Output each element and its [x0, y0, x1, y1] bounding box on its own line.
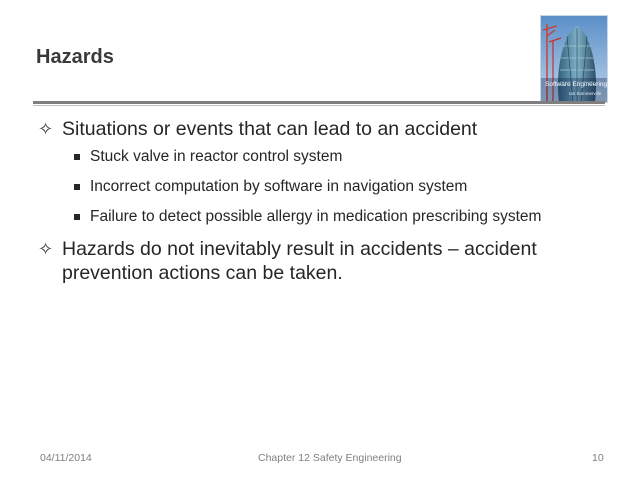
cover-title: Software Engineering: [545, 81, 608, 88]
book-cover-image: [540, 15, 608, 103]
slide-body: [38, 117, 608, 291]
bullet-item: [38, 237, 607, 285]
sub-bullet-item: [38, 177, 608, 197]
title-divider: [33, 101, 605, 104]
sub-bullet-text: Stuck valve in reactor control system: [90, 148, 343, 165]
sub-bullet-item: [38, 147, 608, 167]
cover-author: Ian Sommerville: [569, 91, 602, 96]
bullet-text: Hazards do not inevitably result in accidents – accident prevention actions can be taken.: [62, 238, 537, 284]
bullet-text: Situations or events that can lead to an accident: [62, 118, 478, 140]
book-cover-illustration: [541, 16, 607, 102]
title-divider-thin: [33, 105, 605, 106]
sub-bullet-item: [38, 207, 550, 227]
footer-page-number: 10: [592, 452, 604, 464]
sub-bullet-text: Incorrect computation by software in navigation system: [90, 178, 468, 195]
square-bullet-icon: [74, 184, 80, 190]
star-bullet-icon: ✧: [38, 239, 54, 259]
square-bullet-icon: [74, 214, 80, 220]
sub-bullet-text: Failure to detect possible allergy in medication prescribing system: [90, 208, 542, 225]
sub-bullet-list: [38, 147, 608, 227]
star-bullet-icon: ✧: [38, 119, 54, 139]
bullet-item: [38, 117, 608, 141]
footer-date: 04/11/2014: [40, 452, 92, 464]
slide-title: Hazards: [36, 46, 114, 68]
footer-chapter: Chapter 12 Safety Engineering: [258, 452, 402, 464]
square-bullet-icon: [74, 154, 80, 160]
